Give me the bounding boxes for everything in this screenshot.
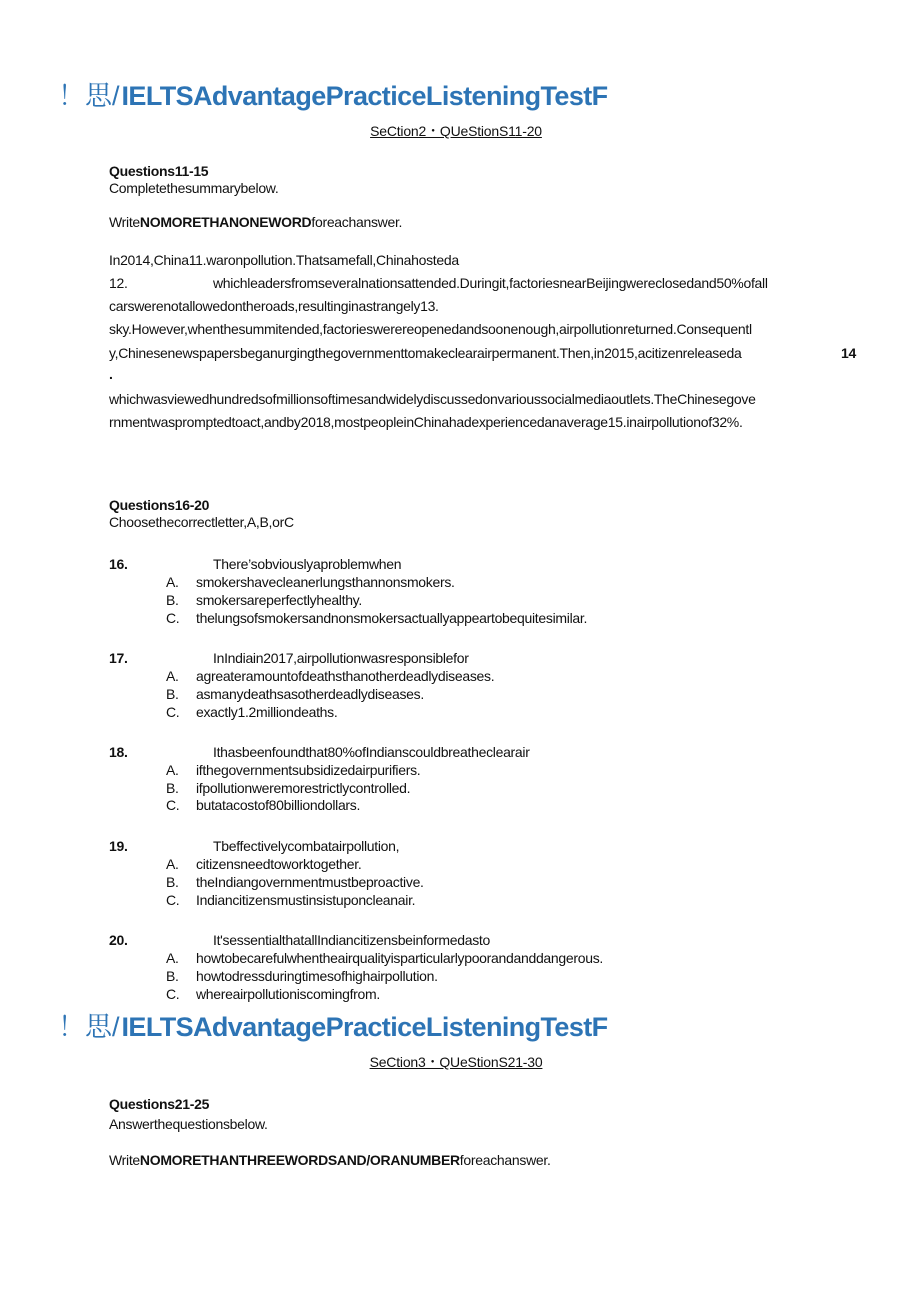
option-text: howtodressduringtimesofhighairpollution. (196, 968, 438, 984)
option-text: ifpollutionweremorestrictlycontrolled. (196, 780, 411, 796)
questions-heading: Questions21-25 (109, 1096, 210, 1112)
option-text: exactly1.2milliondeaths. (196, 704, 338, 720)
summary-line: whichwasviewedhundredsofmillionsoftimesandwidelydiscussedonvarioussocialmediaoutlets.TheChinesegove (109, 391, 756, 407)
question-stem: Ithasbeenfoundthat80%ofIndianscouldbreatheclearair (213, 744, 530, 760)
question-number: 17. (109, 650, 128, 666)
question-number: 19. (109, 838, 128, 854)
brand-mark: ！思/ (58, 81, 120, 111)
question-stem: InIndiain2017,airpollutionwasresponsiblefor (213, 650, 469, 666)
question-number: 18. (109, 744, 128, 760)
word-limit: NOMORETHANONEWORD (139, 214, 312, 230)
option-letter: A. (166, 950, 179, 966)
section-title: SeCtion2・QUeStionS11-20 (370, 123, 542, 139)
option-text: smokersareperfectlyhealthy. (196, 592, 362, 608)
option-letter: B. (166, 686, 179, 702)
banner-title: IELTSAdvantagePracticeListeningTestF (121, 81, 608, 111)
summary-line: 12. (109, 275, 128, 291)
option-letter: A. (166, 856, 179, 872)
option-letter: C. (166, 797, 180, 813)
option-text: thelungsofsmokersandnonsmokersactuallyappeartobequitesimilar. (196, 610, 588, 626)
summary-line: 14 (841, 345, 856, 361)
option-text: agreateramountofdeathsthanotherdeadlydiseases. (196, 668, 495, 684)
summary-line: carswerenotallowedontheroads,resultinginastrangely13. (109, 298, 439, 314)
option-letter: B. (166, 780, 179, 796)
question-stem: There’sobviouslyaproblemwhen (213, 556, 402, 572)
page-banner (58, 74, 608, 113)
word-limit-instruction (109, 1152, 551, 1168)
option-text: Indiancitizensmustinsistuponcleanair. (196, 892, 416, 908)
write-prefix: Write (109, 1152, 140, 1168)
option-text: whereairpollutioniscomingfrom. (196, 986, 380, 1002)
instruction-text: Choosethecorrectletter,A,B,orC (109, 514, 294, 530)
option-letter: B. (166, 874, 179, 890)
section-title: SeCtion3・QUeStionS21-30 (369, 1054, 543, 1070)
write-prefix: Write (109, 214, 140, 230)
word-limit: NOMORETHANTHREEWORDSAND/ORANUMBER (139, 1152, 460, 1168)
option-letter: B. (166, 968, 179, 984)
option-letter: C. (166, 610, 180, 626)
option-text: smokershavecleanerlungsthannonsmokers. (196, 574, 455, 590)
option-letter: A. (166, 574, 179, 590)
option-text: howtobecarefulwhentheairqualityisparticularlypoorandanddangerous. (196, 950, 604, 966)
option-text: theIndiangovernmentmustbeproactive. (196, 874, 424, 890)
question-stem: It'sessentialthatallIndiancitizensbeinformedasto (213, 932, 490, 948)
word-limit-instruction (109, 214, 402, 230)
instruction-text: Answerthequestionsbelow. (109, 1116, 268, 1132)
option-letter: A. (166, 668, 179, 684)
option-letter: C. (166, 704, 180, 720)
option-letter: A. (166, 762, 179, 778)
summary-line: rnmentwaspromptedtoact,andby2018,mostpeopleinChinahadexperiencedanaverage15.inairpollutionof32%. (109, 414, 743, 430)
banner-title: IELTSAdvantagePracticeListeningTestF (121, 1012, 608, 1042)
summary-line: . (109, 366, 113, 382)
question-number: 16. (109, 556, 128, 572)
questions-heading: Questions16-20 (109, 497, 210, 513)
question-stem: Tbeffectivelycombatairpollution, (213, 838, 400, 854)
write-suffix: foreachanswer. (459, 1152, 551, 1168)
brand-mark: ！思/ (58, 1012, 120, 1042)
option-text: ifthegovernmentsubsidizedairpurifiers. (196, 762, 421, 778)
summary-line: y,Chinesenewspapersbeganurgingthegovernmenttomakeclearairpermanent.Then,in2015,acitizenreleaseda (109, 345, 742, 361)
summary-line: whichleadersfromseveralnationsattended.Duringit,factoriesnearBeijingwereclosedand50%ofall (213, 275, 768, 291)
summary-line: sky.However,whenthesummitended,factorieswerereopenedandsoonenough,airpollutionreturned.Consequentl (109, 321, 752, 337)
option-text: asmanydeathsasotherdeadlydiseases. (196, 686, 424, 702)
summary-line: In2014,China11.waronpollution.Thatsamefall,Chinahosteda (109, 252, 459, 268)
option-letter: C. (166, 892, 180, 908)
write-suffix: foreachanswer. (311, 214, 403, 230)
questions-heading: Questions11-15 (109, 163, 209, 179)
page-banner (58, 1005, 608, 1044)
option-text: citizensneedtoworktogether. (196, 856, 362, 872)
option-letter: C. (166, 986, 180, 1002)
instruction-text: Completethesummarybelow. (109, 180, 279, 196)
option-letter: B. (166, 592, 179, 608)
option-text: butatacostof80billiondollars. (196, 797, 361, 813)
question-number: 20. (109, 932, 128, 948)
